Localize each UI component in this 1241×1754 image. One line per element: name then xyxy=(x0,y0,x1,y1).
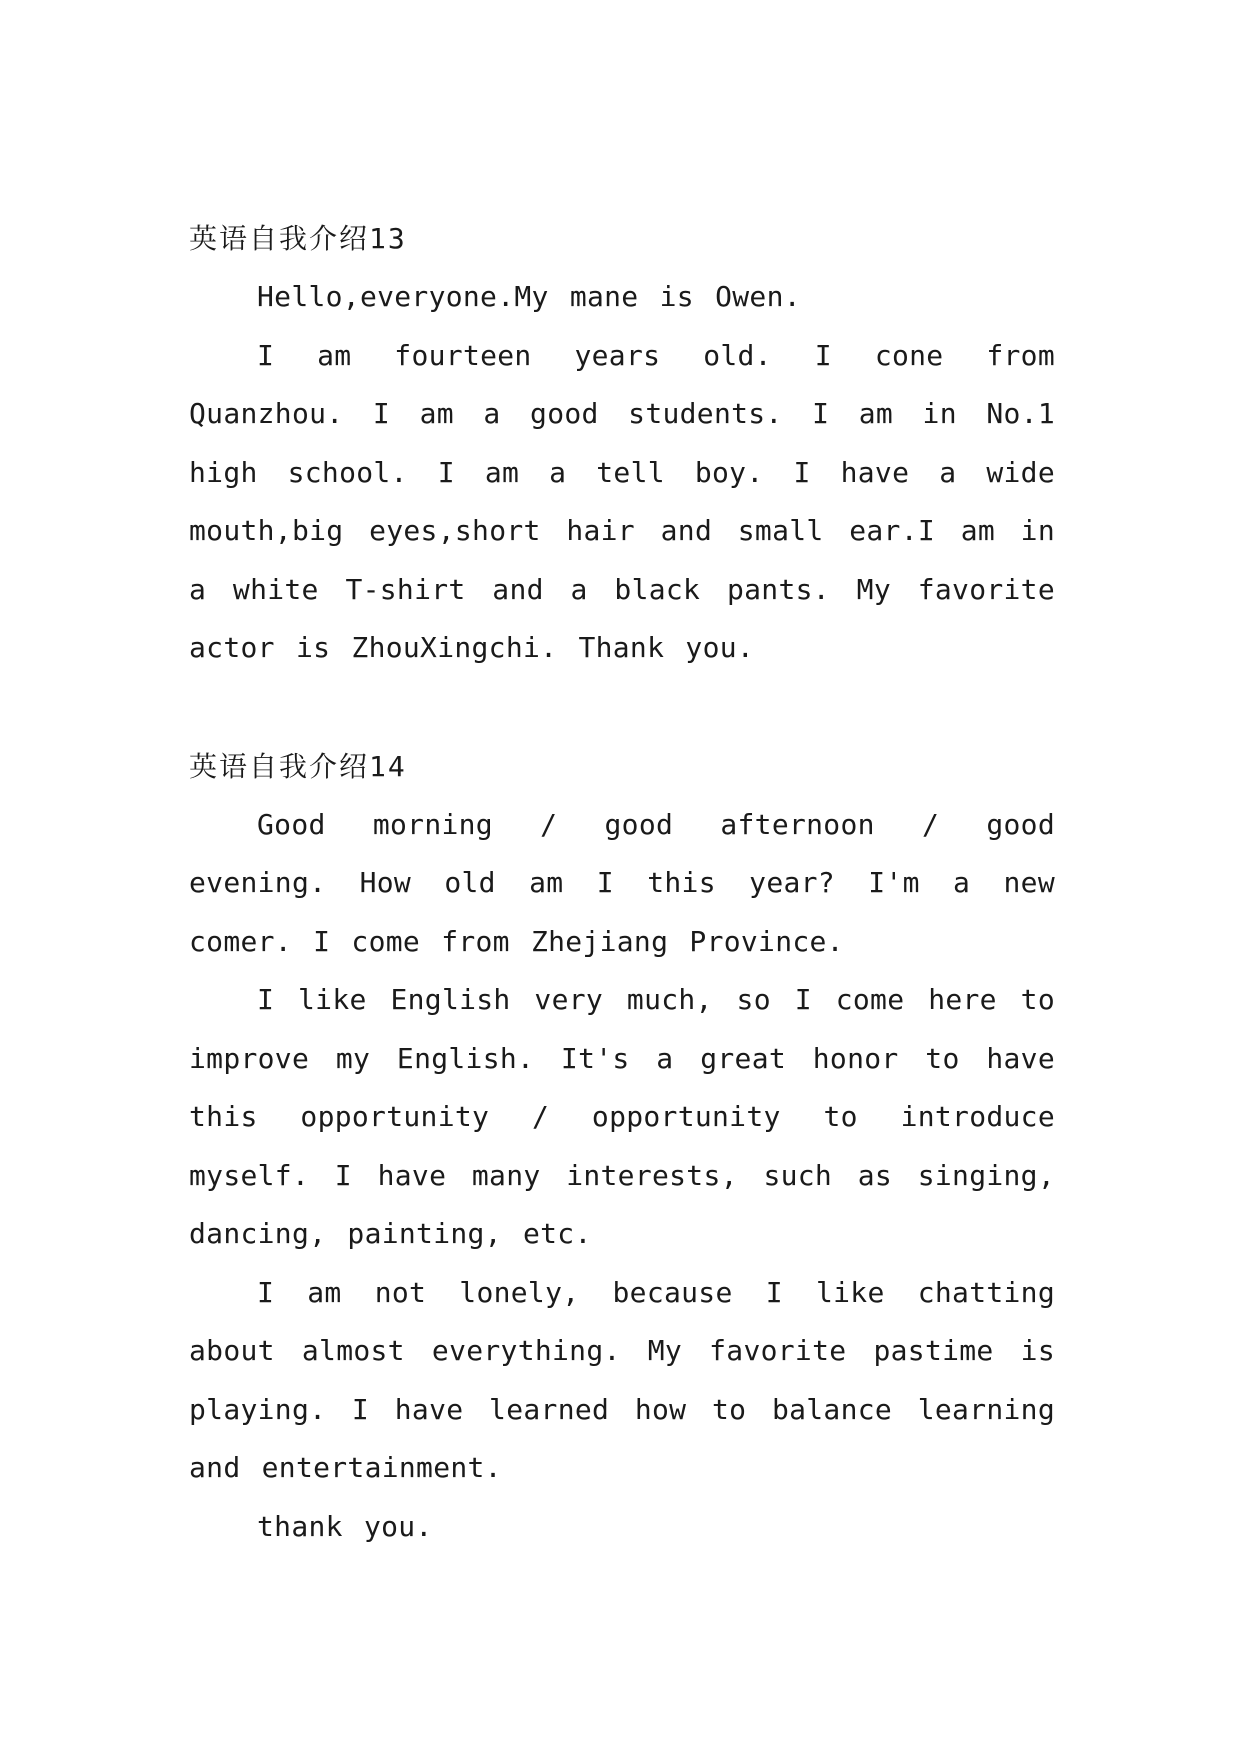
section-intro-13 xyxy=(189,210,1055,678)
paragraph: I am fourteen years old. I cone from Quanzhou. I am a good students. I am in No.1 high school. I am a tell boy. I have a wide mouth,big eyes,short hair and small ear.I am in a white T-shirt and a black pants. My favorite actor is ZhouXingchi. Thank you. xyxy=(189,338,1055,664)
paragraph: Hello,everyone.My mane is Owen. xyxy=(257,280,801,313)
paragraph: I am not lonely, because I like chatting about almost everything. My favorite pastime is playing. I have learned how to balance learning and entertainment. xyxy=(189,1275,1055,1484)
paragraph: Good morning / good afternoon / good evening. How old am I this year? I'm a new comer. I come from Zhejiang Province. xyxy=(189,807,1055,958)
section-intro-14 xyxy=(189,738,1055,1557)
section-heading: 英语自我介绍14 xyxy=(189,749,407,783)
paragraph: thank you. xyxy=(257,1509,433,1543)
section-heading: 英语自我介绍13 xyxy=(189,222,407,255)
paragraph: I like English very much, so I come here to improve my English. It's a great honor to have this opportunity / opportunity to introduce myself. I have many interests, such as singing, dancing, painting, etc. xyxy=(189,983,1055,1250)
document-page xyxy=(189,210,1055,1556)
